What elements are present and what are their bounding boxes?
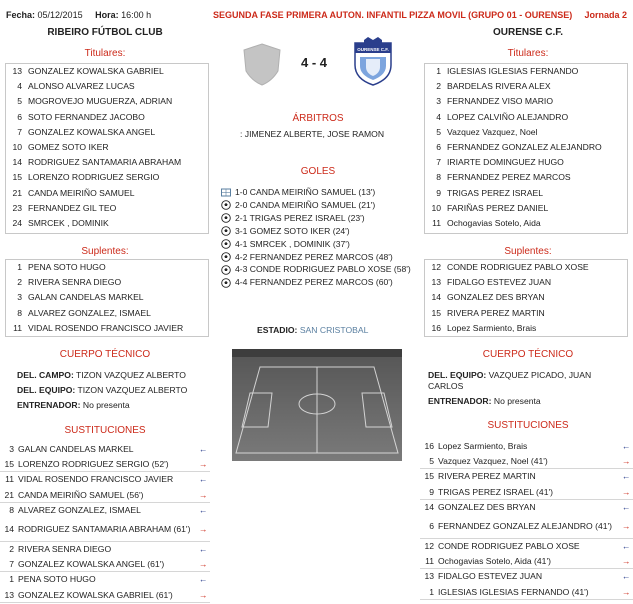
player-number: 2 — [436, 81, 441, 92]
staff-line — [428, 396, 608, 407]
date-value: 05/12/2015 — [37, 10, 83, 20]
sub-player-number: 1 — [429, 586, 434, 597]
sub-player-number: 21 — [4, 489, 14, 500]
arrow-left-icon: ← — [621, 501, 631, 512]
arrow-right-icon: → — [621, 486, 631, 497]
player-row[interactable] — [425, 321, 627, 336]
player-number: 16 — [431, 322, 441, 333]
staff-role: ENTRENADOR: — [17, 400, 81, 410]
player-row[interactable] — [6, 275, 208, 290]
player-number: 7 — [436, 157, 441, 168]
sub-player-name[interactable]: FIDALGO ESTEVEZ JUAN — [438, 571, 543, 582]
player-number: 11 — [13, 322, 22, 333]
sub-player-number: 14 — [4, 523, 14, 534]
arrow-left-icon: ← — [198, 543, 208, 554]
staff-line — [17, 385, 207, 396]
substitution-row[interactable] — [0, 503, 210, 518]
player-number: 12 — [431, 262, 441, 272]
player-number: 6 — [17, 111, 22, 122]
player-name[interactable]: FIDALGO ESTEVEZ JUAN — [447, 277, 552, 288]
sub-player-number: 3 — [9, 444, 14, 454]
arrow-right-icon: → — [198, 559, 208, 570]
sub-player-name[interactable]: GONZALEZ KOWALSKA ANGEL (61') — [18, 559, 165, 570]
substitution-row[interactable] — [0, 518, 210, 542]
player-number: 5 — [17, 96, 22, 107]
player-name[interactable]: GONZALEZ KOWALSKA ANGEL — [28, 126, 156, 137]
away-changes-title: SUSTITUCIONES — [487, 420, 569, 431]
arrow-right-icon: → — [621, 520, 631, 531]
player-row[interactable] — [425, 170, 627, 185]
sub-player-name[interactable]: Ochogavias Sotelo, Aida (41') — [438, 556, 551, 567]
sub-player-name[interactable]: GALAN CANDELAS MARKEL — [18, 444, 134, 454]
sub-player-number: 15 — [424, 471, 434, 482]
ball-icon — [221, 239, 231, 249]
player-name[interactable]: ALONSO ALVAREZ LUCAS — [28, 81, 135, 92]
sub-player-name[interactable]: Lopez Sarmiento, Brais — [438, 441, 528, 451]
goal-row — [221, 225, 350, 238]
home-changes-title: SUSTITUCIONES — [64, 425, 146, 436]
own-goal-icon — [221, 187, 231, 197]
sub-player-name[interactable]: GONZALEZ DES BRYAN — [438, 501, 536, 512]
sub-player-name[interactable]: RIVERA PEREZ MARTIN — [438, 471, 536, 482]
home-changes-list — [0, 442, 210, 603]
substitution-row[interactable] — [0, 557, 210, 572]
sub-player-name[interactable]: ALVAREZ GONZALEZ, ISMAEL — [18, 504, 141, 515]
player-name[interactable]: FERNANDEZ GONZALEZ ALEJANDRO — [447, 141, 602, 152]
goal-row — [221, 263, 411, 276]
player-name[interactable]: Vazquez Vazquez, Noel — [447, 126, 538, 137]
player-row[interactable] — [425, 260, 627, 275]
arrow-right-icon: → — [621, 556, 631, 567]
player-row[interactable] — [425, 306, 627, 321]
substitution-row[interactable] — [420, 585, 633, 600]
player-row[interactable] — [6, 125, 208, 140]
player-row[interactable] — [6, 186, 208, 201]
staff-role: DEL. EQUIPO: — [17, 385, 76, 395]
arrow-left-icon: ← — [621, 441, 631, 451]
goal-row — [221, 276, 393, 289]
ball-icon — [221, 265, 231, 275]
player-row[interactable] — [6, 170, 208, 185]
arrow-right-icon: → — [198, 459, 208, 470]
player-row[interactable] — [425, 290, 627, 305]
substitution-row[interactable] — [0, 488, 210, 503]
substitution-row[interactable] — [0, 472, 210, 487]
away-team-crest[interactable] — [350, 37, 396, 87]
sub-player-number: 7 — [9, 559, 14, 570]
player-number: 1 — [436, 66, 441, 76]
goal-text: 3-1 GOMEZ SOTO IKER (24') — [235, 225, 350, 236]
player-number: 23 — [12, 202, 22, 213]
substitution-row[interactable] — [420, 469, 633, 484]
substitution-row[interactable] — [0, 588, 210, 603]
sub-player-name[interactable]: CONDE RODRIGUEZ PABLO XOSE — [438, 540, 580, 551]
substitution-row[interactable] — [420, 539, 633, 554]
player-row[interactable] — [6, 201, 208, 216]
away-changes-list — [420, 439, 633, 600]
sub-player-name[interactable]: VIDAL ROSENDO FRANCISCO JAVIER — [18, 474, 174, 485]
player-name[interactable]: GOMEZ SOTO IKER — [28, 141, 109, 152]
staff-name: TIZON VAZQUEZ ALBERTO — [76, 370, 186, 380]
player-name[interactable]: PENA SOTO HUGO — [28, 262, 106, 272]
player-name[interactable]: Ochogavias Sotelo, Aida — [447, 217, 541, 228]
sub-player-name[interactable]: RIVERA SENRA DIEGO — [18, 543, 112, 554]
player-number: 3 — [436, 96, 441, 107]
away-subs-title: Suplentes: — [504, 246, 552, 257]
substitution-row[interactable] — [420, 454, 633, 469]
player-number: 3 — [17, 292, 22, 303]
player-number: 15 — [12, 172, 22, 183]
sub-player-number: 12 — [424, 540, 434, 551]
player-row[interactable] — [6, 321, 208, 336]
match-score: 4 - 4 — [300, 55, 327, 70]
substitution-row[interactable] — [420, 515, 633, 539]
sub-player-name[interactable]: FERNANDEZ GONZALEZ ALEJANDRO (41') — [438, 520, 613, 531]
arrow-left-icon: ← — [621, 471, 631, 482]
substitution-row[interactable] — [420, 569, 633, 584]
arrow-left-icon: ← — [198, 444, 208, 454]
sub-player-name[interactable]: RODRIGUEZ SANTAMARIA ABRAHAM (61') — [18, 523, 191, 534]
goal-text: 2-0 CANDA MEIRIÑO SAMUEL (21') — [235, 199, 376, 210]
player-name[interactable]: FERNANDEZ PEREZ MARCOS — [447, 172, 571, 183]
player-name[interactable]: FERNANDEZ GIL TEO — [28, 202, 117, 213]
player-row[interactable] — [6, 306, 208, 321]
arrow-left-icon: ← — [198, 574, 208, 585]
player-name[interactable]: RODRIGUEZ SANTAMARIA ABRAHAM — [28, 157, 182, 168]
player-name[interactable]: GONZALEZ DES BRYAN — [447, 292, 545, 303]
goal-text: 4-3 CONDE RODRIGUEZ PABLO XOSE (58') — [235, 264, 411, 275]
player-row[interactable] — [6, 64, 208, 79]
arrow-left-icon: ← — [621, 540, 631, 551]
home-team-name[interactable]: RIBEIRO FÚTBOL CLUB — [47, 27, 163, 38]
staff-name: TIZON VAZQUEZ ALBERTO — [77, 385, 188, 395]
sub-player-number: 13 — [4, 589, 14, 600]
goal-text: 2-1 TRIGAS PEREZ ISRAEL (23') — [235, 212, 365, 223]
player-name[interactable]: FARIÑAS PEREZ DANIEL — [447, 202, 549, 213]
arrow-right-icon: → — [198, 489, 208, 500]
substitution-row[interactable] — [0, 542, 210, 557]
arrow-right-icon: → — [198, 589, 208, 600]
player-name[interactable]: CANDA MEIRIÑO SAMUEL — [28, 187, 135, 198]
player-row[interactable] — [425, 64, 627, 79]
away-starters-list — [424, 63, 628, 234]
sub-player-number: 2 — [9, 543, 14, 554]
player-number: 14 — [431, 292, 441, 303]
stadium-label: ESTADIO: — [257, 325, 298, 335]
home-staff-list — [17, 370, 207, 415]
player-number: 4 — [436, 111, 441, 122]
ball-icon — [221, 200, 231, 210]
player-number: 4 — [17, 81, 22, 92]
substitution-row[interactable] — [420, 439, 633, 454]
time-value: 16:00 h — [121, 10, 152, 20]
player-name[interactable]: BARDELAS RIVERA ALEX — [447, 81, 551, 92]
sub-player-number: 1 — [9, 574, 14, 585]
stadium-name[interactable]: SAN CRISTOBAL — [299, 325, 369, 335]
away-crest-text: OURENSE C.F. — [357, 47, 389, 52]
ball-icon — [221, 278, 231, 288]
player-row[interactable] — [6, 290, 208, 305]
sub-player-number: 14 — [424, 501, 434, 512]
goal-text: 4-1 SMRCEK , DOMINIK (37') — [235, 238, 350, 249]
player-number: 9 — [436, 187, 441, 198]
referees-title: ÁRBITROS — [292, 113, 344, 124]
staff-role: DEL. CAMPO: — [17, 370, 74, 380]
player-row[interactable] — [6, 110, 208, 125]
player-name[interactable]: IGLESIAS IGLESIAS FERNANDO — [447, 66, 579, 76]
home-starters-title: Titulares: — [84, 48, 126, 59]
player-row[interactable] — [425, 155, 627, 170]
goal-row — [221, 238, 350, 251]
sub-player-name[interactable]: PENA SOTO HUGO — [18, 574, 96, 585]
substitution-row[interactable] — [0, 442, 210, 457]
staff-role: DEL. EQUIPO: — [428, 370, 487, 380]
player-row[interactable] — [425, 125, 627, 140]
staff-line — [17, 370, 207, 381]
away-staff-list — [428, 370, 608, 411]
arrow-left-icon: ← — [198, 504, 208, 515]
stadium-pitch-image — [232, 349, 402, 461]
player-number: 8 — [436, 172, 441, 183]
player-name[interactable]: SOTO FERNANDEZ JACOBO — [28, 111, 145, 122]
arrow-right-icon: → — [621, 586, 631, 597]
arrow-right-icon: → — [621, 456, 631, 467]
player-row[interactable] — [6, 155, 208, 170]
player-number: 8 — [17, 307, 22, 318]
date-label: Fecha: — [6, 10, 36, 20]
staff-name: VAZQUEZ PICADO, JUAN CARLOS — [428, 370, 592, 391]
goal-row — [221, 199, 375, 212]
player-number: 15 — [431, 307, 441, 318]
player-number: 5 — [436, 126, 441, 137]
player-name[interactable]: LORENZO RODRIGUEZ SERGIO — [28, 172, 160, 183]
away-staff-title: CUERPO TÉCNICO — [482, 349, 574, 360]
player-name[interactable]: TRIGAS PEREZ ISRAEL — [447, 187, 543, 198]
player-name[interactable]: VIDAL ROSENDO FRANCISCO JAVIER — [28, 322, 184, 333]
player-number: 21 — [12, 187, 22, 198]
home-subs-title: Suplentes: — [81, 246, 129, 257]
arrow-left-icon: ← — [621, 571, 631, 582]
player-name[interactable]: MOGROVEJO MUGUERZA, ADRIAN — [28, 96, 173, 107]
player-row[interactable] — [425, 94, 627, 109]
substitution-row[interactable] — [420, 485, 633, 500]
arrow-right-icon: → — [198, 523, 208, 534]
staff-name: No presenta — [82, 400, 130, 410]
goals-title: GOLES — [300, 166, 336, 177]
staff-line — [428, 370, 608, 392]
sub-player-number: 5 — [429, 456, 434, 467]
player-row[interactable] — [425, 140, 627, 155]
staff-role: ENTRENADOR: — [428, 396, 492, 406]
player-row[interactable] — [425, 216, 627, 231]
player-row[interactable] — [6, 140, 208, 155]
player-name[interactable]: LOPEZ CALVIÑO ALEJANDRO — [447, 111, 569, 122]
time-label: Hora: — [95, 10, 119, 20]
player-name[interactable]: Lopez Sarmiento, Brais — [447, 322, 537, 333]
goal-row — [221, 212, 365, 225]
referee-name: : JIMENEZ ALBERTE, JOSE RAMON — [240, 129, 385, 139]
sub-player-number: 6 — [429, 520, 434, 531]
sub-player-number: 15 — [4, 459, 14, 470]
player-row[interactable] — [425, 275, 627, 290]
player-name[interactable]: RIVERA PEREZ MARTIN — [447, 307, 545, 318]
substitution-row[interactable] — [0, 572, 210, 587]
sub-player-name[interactable]: Vazquez Vazquez, Noel (41') — [438, 456, 548, 467]
sub-player-name[interactable]: TRIGAS PEREZ ISRAEL (41') — [438, 486, 553, 497]
goal-text: 4-2 FERNANDEZ PEREZ MARCOS (48') — [235, 251, 393, 262]
player-name[interactable]: SMRCEK , DOMINIK — [28, 217, 109, 228]
ball-icon — [221, 252, 231, 262]
goal-row — [221, 186, 375, 199]
player-row[interactable] — [425, 186, 627, 201]
player-name[interactable]: IRIARTE DOMINGUEZ HUGO — [447, 157, 564, 168]
ball-icon — [221, 226, 231, 236]
goal-text: 1-0 CANDA MEIRIÑO SAMUEL (13') — [235, 187, 376, 197]
player-row[interactable] — [425, 110, 627, 125]
player-row[interactable] — [6, 79, 208, 94]
player-number: 10 — [12, 141, 22, 152]
sub-player-name[interactable]: LORENZO RODRIGUEZ SERGIO (52') — [18, 459, 169, 470]
player-number: 2 — [17, 277, 22, 288]
arrow-left-icon: ← — [198, 474, 208, 485]
goal-text: 4-4 FERNANDEZ PEREZ MARCOS (60') — [235, 277, 393, 288]
player-number: 11 — [432, 217, 441, 228]
sub-player-number: 11 — [425, 556, 434, 567]
ball-icon — [221, 213, 231, 223]
home-team-crest[interactable] — [239, 41, 285, 87]
player-number: 6 — [436, 141, 441, 152]
sub-player-number: 11 — [5, 474, 14, 485]
player-number: 7 — [17, 126, 22, 137]
player-number: 1 — [17, 262, 22, 272]
player-number: 14 — [12, 157, 22, 168]
player-row[interactable] — [6, 260, 208, 275]
away-team-name[interactable]: OURENSE C.F. — [492, 27, 563, 38]
player-row[interactable] — [425, 201, 627, 216]
stadium-info — [257, 325, 368, 335]
sub-player-name[interactable]: CANDA MEIRIÑO SAMUEL (56') — [18, 489, 144, 500]
sub-player-number: 16 — [424, 441, 434, 451]
player-number: 13 — [12, 66, 22, 76]
player-number: 10 — [431, 202, 441, 213]
substitution-row[interactable] — [0, 457, 210, 472]
sub-player-name[interactable]: IGLESIAS IGLESIAS FERNANDO (41') — [438, 586, 589, 597]
substitution-row[interactable] — [420, 554, 633, 569]
home-subs-list — [5, 259, 209, 337]
staff-name: No presenta — [493, 396, 541, 406]
substitution-row[interactable] — [420, 500, 633, 515]
home-staff-title: CUERPO TÉCNICO — [59, 349, 151, 360]
round-label: Jornada 2 — [584, 10, 627, 20]
player-row[interactable] — [6, 216, 208, 231]
player-number: 24 — [12, 217, 22, 228]
player-name[interactable]: GALAN CANDELAS MARKEL — [28, 292, 144, 303]
player-number: 13 — [431, 277, 441, 288]
player-name[interactable]: CONDE RODRIGUEZ PABLO XOSE — [447, 262, 589, 272]
home-starters-list — [5, 63, 209, 234]
player-name[interactable]: ALVAREZ GONZALEZ, ISMAEL — [28, 307, 151, 318]
player-name[interactable]: FERNANDEZ VISO MARIO — [447, 96, 553, 107]
sub-player-number: 9 — [429, 486, 434, 497]
sub-player-number: 13 — [424, 571, 434, 582]
goal-row — [221, 251, 393, 264]
sub-player-name[interactable]: GONZALEZ KOWALSKA GABRIEL (61') — [18, 589, 173, 600]
player-name[interactable]: RIVERA SENRA DIEGO — [28, 277, 122, 288]
player-row[interactable] — [6, 94, 208, 109]
player-row[interactable] — [425, 79, 627, 94]
away-starters-title: Titulares: — [507, 48, 549, 59]
staff-line — [17, 400, 207, 411]
player-name[interactable]: GONZALEZ KOWALSKA GABRIEL — [28, 66, 164, 76]
competition-title: SEGUNDA FASE PRIMERA AUTON. INFANTIL PIZZA MOVIL (GRUPO 01 - OURENSE) — [213, 10, 573, 20]
away-subs-list — [424, 259, 628, 337]
match-datetime — [6, 10, 151, 20]
sub-player-number: 8 — [9, 504, 14, 515]
